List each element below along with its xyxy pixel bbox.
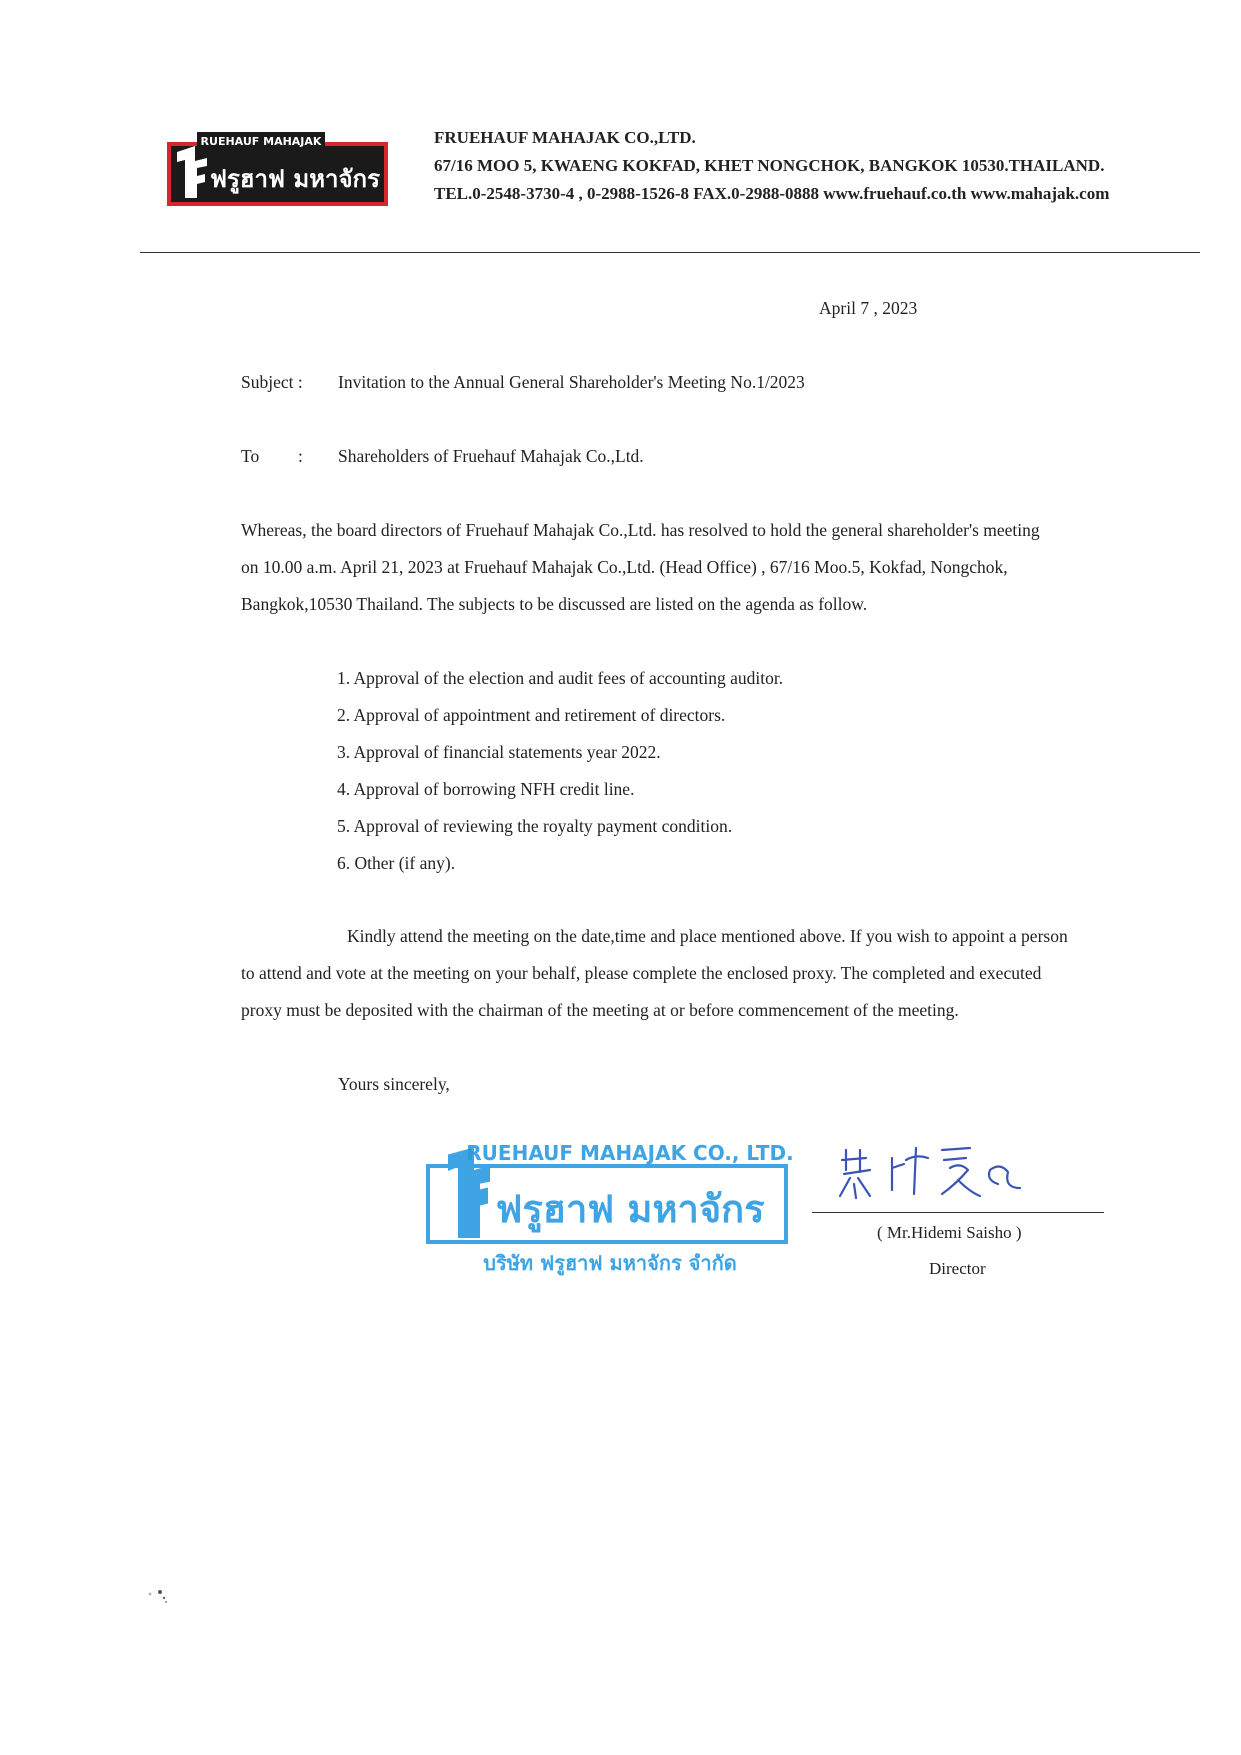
agenda-item: 3. Approval of financial statements year 2022.	[337, 742, 661, 762]
scan-specks	[130, 1580, 190, 1610]
logo-thai-text: ฟรูฮาฟ มหาจักร	[210, 165, 380, 193]
agenda-item: 2. Approval of appointment and retirement of directors.	[337, 705, 726, 725]
letter-date: April 7 , 2023	[819, 298, 918, 318]
company-name: FRUEHAUF MAHAJAK CO.,LTD.	[434, 128, 696, 147]
stamp-thai-text: ฟรูฮาฟ มหาจักร	[495, 1187, 765, 1231]
signer-name: ( Mr.Hidemi Saisho )	[877, 1223, 1022, 1242]
logo-top-text: RUEHAUF MAHAJAK	[200, 135, 322, 148]
intro-line: on 10.00 a.m. April 21, 2023 at Fruehauf Mahajak Co.,Ltd. (Head Office) , 67/16 Moo.5, Kokfad, Nongchok,	[241, 557, 1008, 577]
company-stamp	[420, 1130, 800, 1280]
closing-paragraph	[241, 918, 1121, 1029]
signer-title: Director	[929, 1259, 986, 1278]
stamp-bottom-text: บริษัท ฟรูฮาฟ มหาจักร จำกัด	[483, 1251, 737, 1275]
header-divider	[140, 252, 1200, 253]
closing-line: Kindly attend the meeting on the date,time and place mentioned above. If you wish to appoint a person	[347, 926, 1068, 946]
closing-line: proxy must be deposited with the chairman of the meeting at or before commencement of the meeting.	[241, 1000, 959, 1020]
intro-line: Bangkok,10530 Thailand. The subjects to be discussed are listed on the agenda as follow.	[241, 594, 868, 614]
stamp-top-text: RUEHAUF MAHAJAK CO., LTD.	[466, 1141, 794, 1165]
subject-text: Invitation to the Annual General Shareholder's Meeting No.1/2023	[338, 372, 805, 392]
to-label: To	[241, 446, 260, 466]
agenda-list	[337, 660, 783, 882]
agenda-item: 1. Approval of the election and audit fees of accounting auditor.	[337, 668, 784, 688]
closing-line: to attend and vote at the meeting on your behalf, please complete the enclosed proxy. The completed and executed	[241, 963, 1042, 983]
handwritten-signature	[830, 1140, 1030, 1210]
company-details	[434, 124, 1109, 208]
subject-label: Subject :	[241, 372, 303, 392]
agenda-item: 6. Other (if any).	[337, 853, 456, 873]
company-logo	[167, 132, 388, 206]
recipient-text: Shareholders of Fruehauf Mahajak Co.,Ltd.	[338, 446, 644, 466]
company-address: 67/16 MOO 5, KWAENG KOKFAD, KHET NONGCHOK, BANGKOK 10530.THAILAND.	[434, 156, 1105, 175]
agenda-item: 5. Approval of reviewing the royalty payment condition.	[337, 816, 733, 836]
sign-off: Yours sincerely,	[338, 1074, 450, 1094]
agenda-item: 4. Approval of borrowing NFH credit line.	[337, 779, 635, 799]
company-contact: TEL.0-2548-3730-4 , 0-2988-1526-8 FAX.0-2988-0888 www.fruehauf.co.th www.mahajak.com	[434, 184, 1110, 203]
intro-line: Whereas, the board directors of Fruehauf Mahajak Co.,Ltd. has resolved to hold the general shareholder's meeting	[241, 520, 1040, 540]
intro-paragraph	[241, 512, 1121, 623]
to-colon: :	[298, 446, 303, 466]
signature-line	[812, 1212, 1104, 1213]
